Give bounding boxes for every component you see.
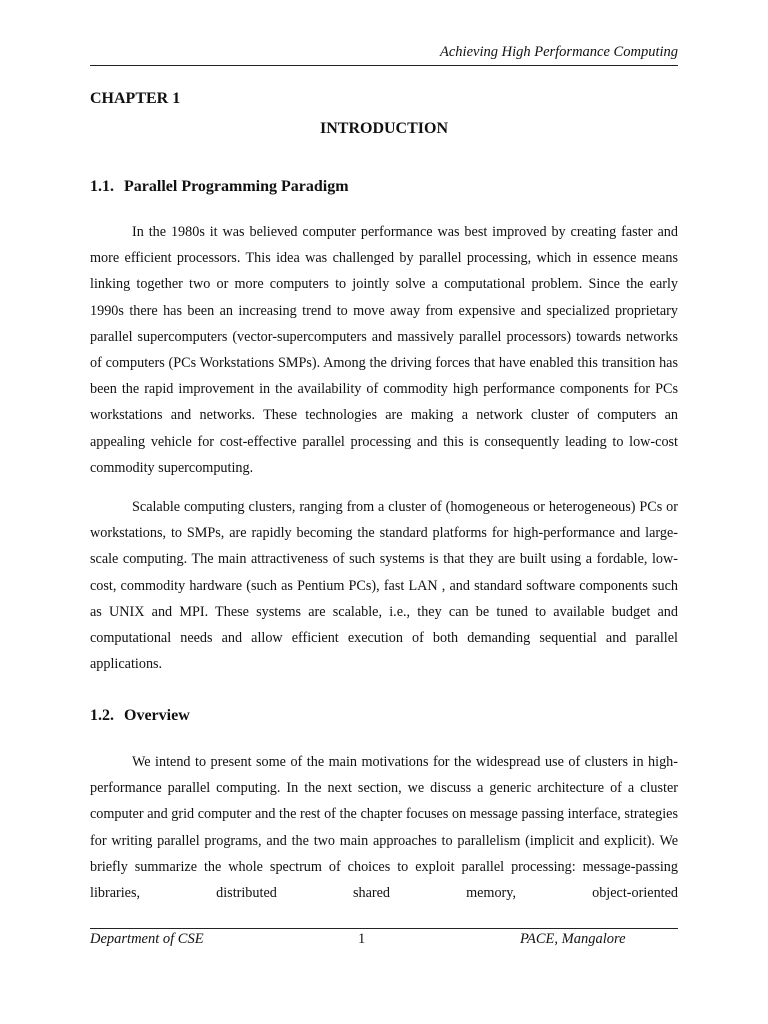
section-title: Parallel Programming Paradigm xyxy=(124,178,349,195)
section-number: 1.1. xyxy=(90,178,114,195)
section-number: 1.2. xyxy=(90,707,114,724)
page-number: 1 xyxy=(358,931,366,947)
section-heading-1-2 xyxy=(90,707,190,725)
section-heading-1-1 xyxy=(90,178,349,196)
running-header: Achieving High Performance Computing xyxy=(440,44,678,60)
paragraph-2: Scalable computing clusters, ranging from a cluster of (homogeneous or heterogeneous) PCs or workstations, to SMPs, are rapidly becoming the standard platforms for high-performance and large-scale computing. The main attractiveness of such systems is that they are built using a fordable, low-cost, commodity hardware (such as Pentium PCs), fast LAN , and standard software components such as UNIX and MPI. These systems are scalable, i.e., they can be tuned to available budget and computational needs and allow efficient execution of both demanding sequential and parallel applications. xyxy=(90,499,678,673)
paragraph-3: We intend to present some of the main motivations for the widespread use of clusters in high-performance parallel computing. In the next section, we discuss a generic architecture of a cluster computer and grid computer and the rest of the chapter focuses on message passing interface, strategies for writing parallel programs, and the two main approaches to parallelism (implicit and explicit). We briefly summarize the whole spectrum of choices to exploit parallel processing: message-passing libraries, distributed shared memory, object-oriented xyxy=(90,754,678,902)
chapter-number: CHAPTER 1 xyxy=(90,90,181,107)
footer-institution: PACE, Mangalore xyxy=(520,931,626,947)
header-rule xyxy=(90,65,678,66)
footer-department: Department of CSE xyxy=(90,931,204,947)
paragraph-1: In the 1980s it was believed computer performance was best improved by creating faster and more efficient processors. This idea was challenged by parallel processing, which in essence means linking together two or more computers to jointly solve a computational problem. Since the early 1990s there has been an increasing trend to move away from expensive and specialized proprietary parallel supercomputers (vector-supercomputers and massively parallel processors) towards networks of computers (PCs Workstations SMPs). Among the driving forces that have enabled this transition has been the rapid improvement in the availability of commodity high performance components for PCs workstations and networks. These technologies are making a network cluster of computers an appealing vehicle for cost-effective parallel processing and this is consequently leading to low-cost commodity supercomputing. xyxy=(90,224,678,476)
section-title: Overview xyxy=(124,707,190,724)
footer-rule xyxy=(90,928,678,929)
chapter-title: INTRODUCTION xyxy=(319,120,448,137)
